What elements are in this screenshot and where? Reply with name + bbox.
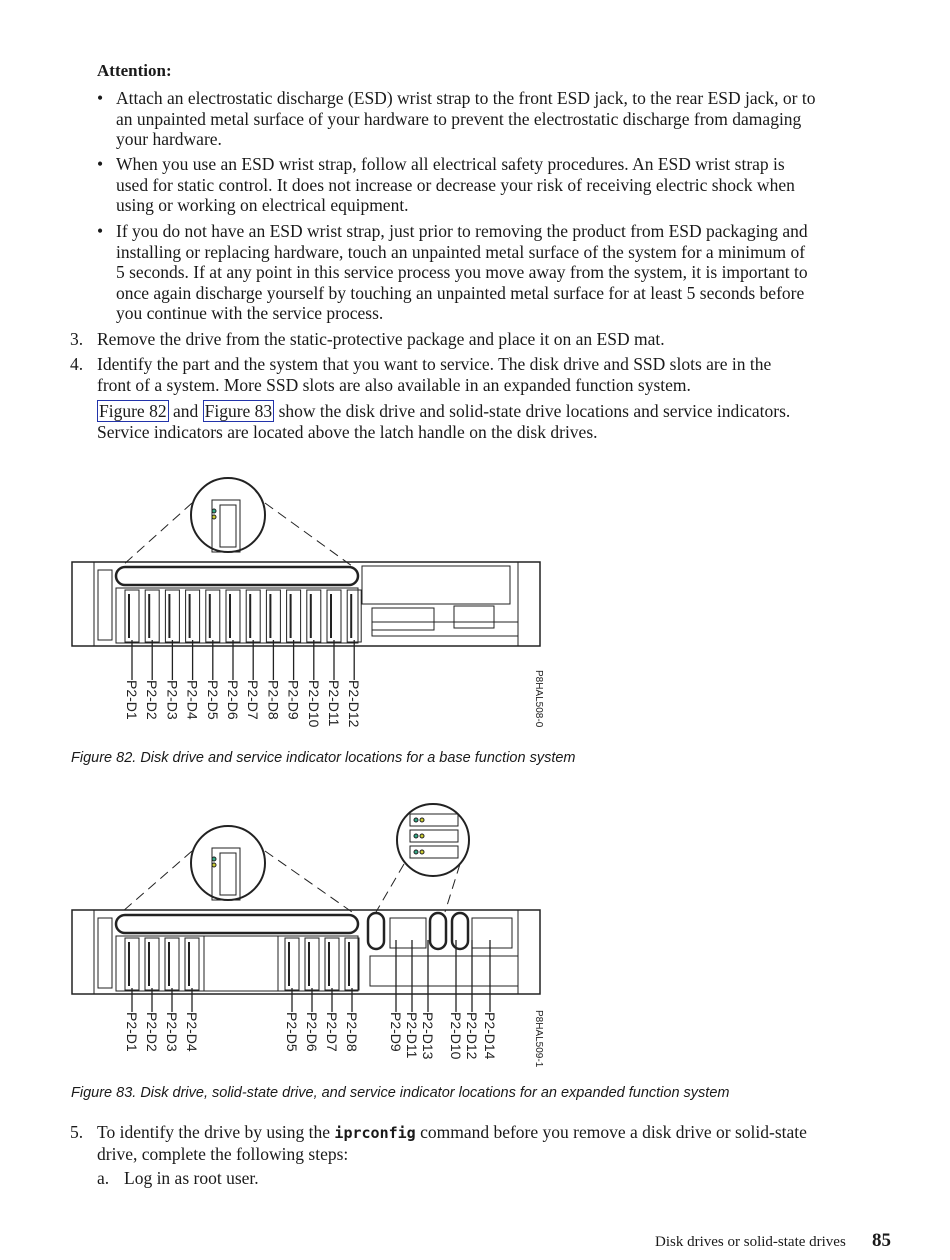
step-number: 5. bbox=[70, 1122, 84, 1142]
text-span: show the disk drive and solid-state drive locations and service indicators. bbox=[278, 401, 791, 421]
slot-label: P2-D11 bbox=[326, 680, 342, 727]
command-name: iprconfig bbox=[334, 1124, 416, 1142]
page-number: 85 bbox=[872, 1230, 891, 1251]
slot-label: P2-D14 bbox=[482, 1012, 498, 1060]
slot-label: P2-D3 bbox=[164, 680, 181, 720]
substep-label: a. bbox=[97, 1168, 110, 1188]
bullet-marker: • bbox=[97, 88, 104, 108]
left-ear bbox=[72, 910, 94, 994]
drive-slot bbox=[266, 590, 280, 642]
text-line: using or working on electrical equipment. bbox=[116, 195, 409, 215]
drive-slot bbox=[145, 590, 159, 642]
drive-slot bbox=[325, 938, 339, 990]
slot-label: P2-D5 bbox=[284, 1012, 300, 1052]
slot-label: P2-D4 bbox=[184, 680, 201, 720]
drive-grille bbox=[220, 505, 236, 547]
footer-section-title: Disk drives or solid-state drives bbox=[655, 1234, 846, 1250]
text-line: an unpainted metal surface of your hardware to prevent the electrostatic discharge from damaging bbox=[116, 108, 802, 129]
bottom-panel bbox=[372, 622, 518, 636]
slot-label: P2-D6 bbox=[304, 1012, 320, 1052]
drive-bay bbox=[116, 936, 358, 991]
label-leaders bbox=[132, 940, 490, 1012]
usb-panel bbox=[454, 606, 494, 628]
drive-slot bbox=[285, 938, 299, 990]
led-green bbox=[414, 834, 418, 838]
bullet-marker: • bbox=[97, 221, 104, 241]
zoom-circle bbox=[191, 478, 265, 552]
slot-labels bbox=[124, 1012, 498, 1060]
slot-label: P2-D10 bbox=[448, 1012, 464, 1060]
text-span: command before you remove a disk drive or solid-state bbox=[420, 1122, 807, 1142]
slot-labels bbox=[124, 680, 362, 728]
drive-slot bbox=[125, 590, 139, 642]
guide-line bbox=[265, 503, 352, 566]
figure-82-link[interactable]: Figure 82 bbox=[99, 401, 167, 421]
slot-label: P2-D6 bbox=[225, 680, 241, 720]
attention-bullet-3 bbox=[116, 221, 888, 324]
left-vent bbox=[98, 570, 112, 640]
led-green bbox=[414, 850, 418, 854]
server-chassis bbox=[72, 910, 540, 994]
slot-label: P2-D1 bbox=[124, 1012, 140, 1052]
guide-line bbox=[122, 503, 192, 566]
slot-label: P2-D1 bbox=[124, 680, 140, 720]
text-line: Service indicators are located above the latch handle on the disk drives. bbox=[97, 421, 598, 442]
left-ear bbox=[72, 562, 94, 646]
figure-83-link[interactable]: Figure 83 bbox=[204, 401, 273, 421]
drive-slot bbox=[345, 938, 359, 990]
slot-label: P2-D4 bbox=[184, 1012, 200, 1052]
drive-slot bbox=[125, 938, 139, 990]
figure-82-diagram bbox=[60, 470, 560, 740]
ssd-cage-highlight bbox=[452, 913, 468, 949]
slot-label: P2-D12 bbox=[346, 680, 363, 728]
text-line: Identify the part and the system that you want to service. The disk drive and SSD slots are in the bbox=[97, 354, 772, 374]
step-number: 3. bbox=[70, 329, 84, 349]
slot-label: P2-D11 bbox=[404, 1012, 420, 1059]
attention-heading: Attention: bbox=[97, 61, 172, 80]
ssd-cage bbox=[472, 918, 512, 948]
drive-bay-highlight bbox=[116, 915, 358, 933]
text-line: once again discharge yourself by touching an unpainted metal surface for at least 5 seconds before bbox=[116, 282, 805, 303]
text-span: and bbox=[172, 401, 199, 421]
led-amber bbox=[212, 863, 216, 867]
slot-label: P2-D10 bbox=[305, 680, 322, 728]
drive-slots bbox=[125, 938, 359, 990]
text-line: used for static control. It does not increase or decrease your risk of receiving electric shock when bbox=[116, 174, 795, 195]
drive-slot bbox=[246, 590, 260, 642]
step-4-figure-reference bbox=[97, 401, 892, 442]
drive-slot bbox=[327, 590, 341, 642]
led-green bbox=[414, 818, 418, 822]
ssd-cage-highlight bbox=[368, 913, 384, 949]
drive-slot bbox=[287, 590, 301, 642]
dvd-slot bbox=[372, 608, 434, 630]
drive-slots bbox=[125, 590, 361, 642]
text-line: 5 seconds. If at any point in this service process you move away from the system, it is important to bbox=[116, 262, 808, 282]
guide-line bbox=[376, 864, 404, 912]
guide-line bbox=[122, 851, 192, 912]
drive-slot bbox=[307, 590, 321, 642]
led-amber bbox=[420, 834, 424, 838]
figure-83-caption: Figure 83. Disk drive, solid-state drive, and service indicator locations for an expanded function system bbox=[71, 1085, 730, 1101]
attention-bullet-1 bbox=[116, 88, 888, 150]
slot-label: P2-D7 bbox=[324, 1012, 340, 1052]
led-amber bbox=[212, 515, 216, 519]
text-line: drive, complete the following steps: bbox=[97, 1143, 349, 1164]
slot-label: P2-D12 bbox=[464, 1012, 480, 1060]
drive-slot bbox=[165, 590, 179, 642]
text-line: Attach an electrostatic discharge (ESD) wrist strap to the front ESD jack, to the rear ESD jack, or to bbox=[116, 88, 816, 108]
figure-82-code: P8HAL508-0 bbox=[533, 670, 544, 728]
text-span: To identify the drive by using the bbox=[97, 1122, 331, 1142]
left-vent bbox=[98, 918, 112, 988]
center-grille bbox=[204, 936, 278, 991]
slot-label: P2-D13 bbox=[420, 1012, 436, 1060]
step-4-text bbox=[97, 354, 892, 395]
slot-label: P2-D9 bbox=[285, 680, 302, 720]
slot-label: P2-D7 bbox=[245, 680, 262, 720]
step-number: 4. bbox=[70, 354, 84, 374]
text-line bbox=[97, 401, 892, 422]
bottom-panel bbox=[370, 956, 518, 986]
drive-bay-highlight bbox=[116, 567, 358, 585]
text-line: installing or replacing hardware, touch an unpainted metal surface of the system for a minimum of bbox=[116, 241, 806, 262]
text-line: When you use an ESD wrist strap, follow all electrical safety procedures. An ESD wrist strap is bbox=[116, 154, 785, 174]
slot-label: P2-D8 bbox=[265, 680, 282, 720]
led-amber bbox=[420, 850, 424, 854]
step-3-text: Remove the drive from the static-protective package and place it on an ESD mat. bbox=[97, 329, 665, 349]
drive-slot bbox=[347, 590, 361, 642]
drive-bay bbox=[116, 588, 358, 643]
right-ear bbox=[518, 910, 540, 994]
slot-label: P2-D5 bbox=[204, 680, 221, 720]
text-line: you continue with the service process. bbox=[116, 303, 384, 323]
slot-label: P2-D9 bbox=[388, 1012, 404, 1052]
drive-slot bbox=[305, 938, 319, 990]
substep-a-text: Log in as root user. bbox=[124, 1168, 259, 1188]
guide-line bbox=[265, 851, 352, 912]
text-line: If you do not have an ESD wrist strap, just prior to removing the product from ESD packaging and bbox=[116, 221, 808, 241]
ssd-cage-highlight bbox=[430, 913, 446, 949]
figure-82-caption: Figure 82. Disk drive and service indicator locations for a base function system bbox=[71, 750, 576, 766]
bullet-marker: • bbox=[97, 154, 104, 174]
led-green bbox=[212, 509, 216, 513]
drive-slot bbox=[206, 590, 220, 642]
led-amber bbox=[420, 818, 424, 822]
figure-83-code: P8HAL509-1 bbox=[533, 1010, 544, 1068]
text-line: your hardware. bbox=[116, 129, 222, 149]
slot-label: P2-D8 bbox=[344, 1012, 360, 1052]
led-green bbox=[212, 857, 216, 861]
attention-bullet-2 bbox=[116, 154, 888, 216]
step-5-text bbox=[97, 1122, 892, 1164]
figure-83-diagram bbox=[60, 800, 560, 1075]
drive-slot bbox=[145, 938, 159, 990]
slot-label: P2-D2 bbox=[144, 1012, 160, 1052]
drive-grille bbox=[220, 853, 236, 895]
drive-slot bbox=[186, 590, 200, 642]
slot-label: P2-D2 bbox=[144, 680, 161, 720]
zoom-circle bbox=[191, 826, 265, 900]
io-grille bbox=[362, 566, 510, 604]
slot-label: P2-D3 bbox=[164, 1012, 180, 1052]
drive-slot bbox=[185, 938, 199, 990]
text-line bbox=[97, 1122, 892, 1144]
text-line: front of a system. More SSD slots are also available in an expanded function system. bbox=[97, 374, 691, 395]
right-ear bbox=[518, 562, 540, 646]
drive-slot bbox=[165, 938, 179, 990]
drive-slot bbox=[226, 590, 240, 642]
